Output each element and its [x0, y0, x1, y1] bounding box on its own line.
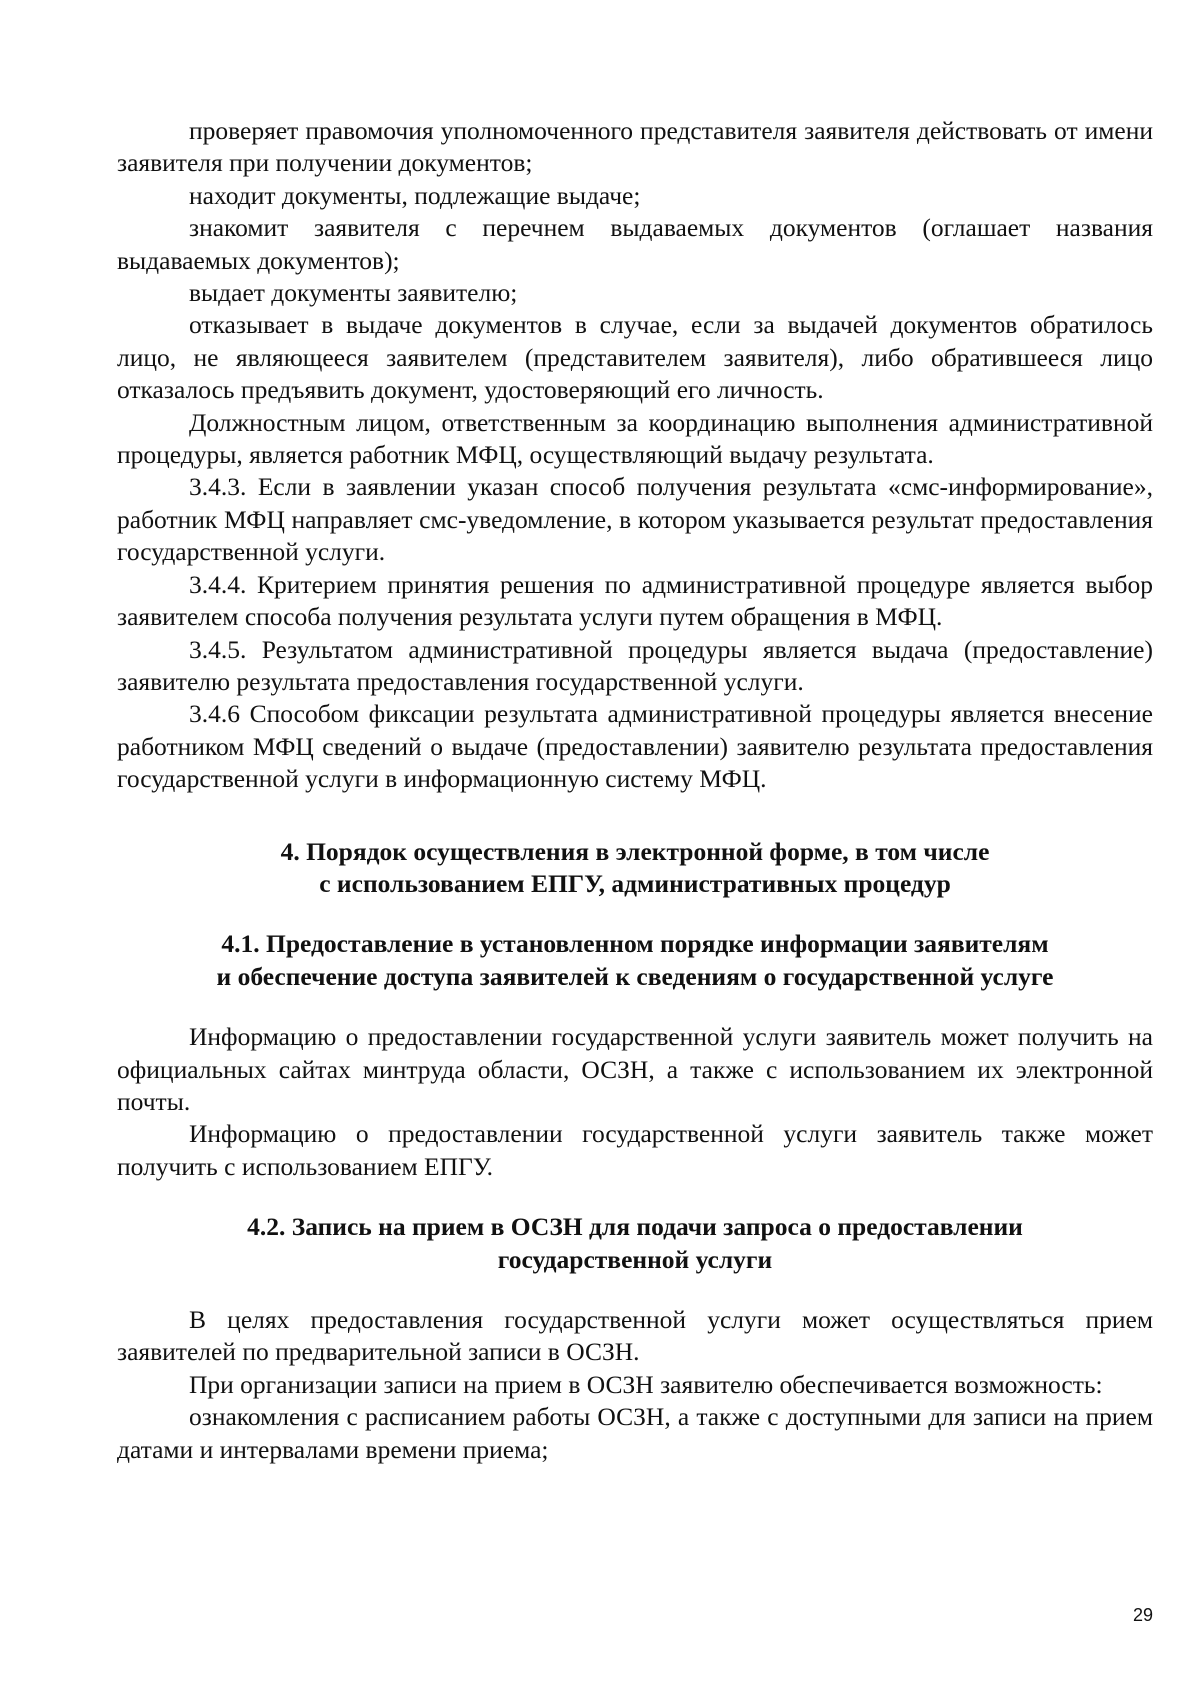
paragraph: находит документы, подлежащие выдаче;: [189, 180, 641, 210]
paragraph: 3.4.3. Если в заявлении указан способ получения результата «смс-информирование», работник МФЦ направляет смс-уведомление, в котором указывается результат предоставления государственной услуги.: [117, 472, 1153, 567]
section-heading-4: [117, 836, 1153, 901]
paragraph: выдает документы заявителю;: [189, 278, 518, 308]
paragraph: При организации записи на прием в ОСЗН заявителю обеспечивается возможность:: [189, 1369, 1103, 1399]
heading-line: с использованием ЕПГУ, административных процедур: [319, 868, 951, 898]
paragraph: 3.4.6 Способом фиксации результата административной процедуры является внесение работником МФЦ сведений о выдаче (предоставлении) заявителю результата предоставления государственной услуги в информационную систему МФЦ.: [117, 699, 1153, 794]
heading-line: 4.1. Предоставление в установленном порядке информации заявителям: [221, 929, 1049, 959]
paragraph: знакомит заявителя с перечнем выдаваемых документов (оглашает названия выдаваемых документов);: [117, 213, 1153, 275]
paragraph: Информацию о предоставлении государственной услуги заявитель может получить на официальных сайтах минтруда области, ОСЗН, а также с использованием их электронной почты.: [117, 1022, 1153, 1116]
paragraph: 3.4.5. Результатом административной процедуры является выдача (предоставление) заявителю результата предоставления государственной услуги.: [117, 634, 1153, 696]
paragraph: отказывает в выдаче документов в случае, если за выдачей документов обратилось лицо, не являющееся заявителем (представителем заявителя), либо обратившееся лицо отказалось предъявить документ, удостоверяющий его личность.: [117, 310, 1153, 405]
paragraph: 3.4.4. Критерием принятия решения по административной процедуре является выбор заявителем способа получения результата услуги путем обращения в МФЦ.: [117, 569, 1153, 632]
heading-line: государственной услуги: [497, 1244, 773, 1274]
subsection-heading-4-1: [117, 928, 1153, 993]
paragraph: ознакомления с расписанием работы ОСЗН, а также с доступными для записи на прием датами и интервалами времени приема;: [117, 1402, 1153, 1464]
heading-line: 4. Порядок осуществления в электронной форме, в том числе: [280, 836, 990, 866]
page-number: 29: [1132, 1605, 1153, 1625]
heading-line: и обеспечение доступа заявителей к сведениям о государственной услуге: [216, 961, 1054, 991]
paragraph: Должностным лицом, ответственным за координацию выполнения административной процедуры, является работник МФЦ, осуществляющий выдачу результата.: [117, 407, 1153, 470]
paragraph: проверяет правомочия уполномоченного представителя заявителя действовать от имени заявителя при получении документов;: [117, 116, 1153, 178]
paragraph: Информацию о предоставлении государственной услуги заявитель также может получить с использованием ЕПГУ.: [117, 1119, 1153, 1181]
paragraph: В целях предоставления государственной услуги может осуществляться прием заявителей по предварительной записи в ОСЗН.: [117, 1305, 1153, 1367]
subsection-heading-4-2: [117, 1211, 1153, 1276]
document-body: [117, 115, 1153, 1466]
heading-line: 4.2. Запись на прием в ОСЗН для подачи запроса о предоставлении: [247, 1212, 1023, 1242]
